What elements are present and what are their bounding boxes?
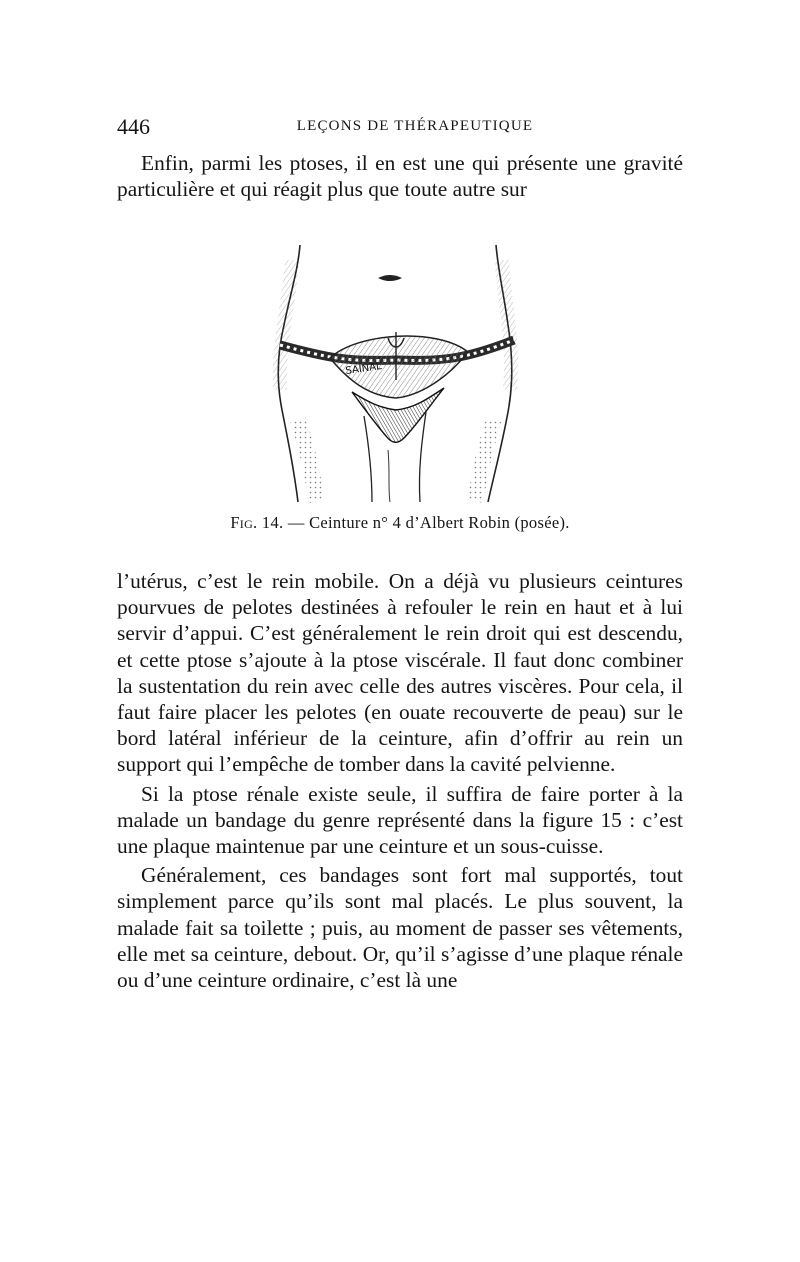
paragraph-3: Généralement, ces bandages sont fort mal supportés, tout simplement parce qu’ils sont mal placés. Le plus souvent, la malade fait sa toilette ; puis, au moment de passer ses vêtements, elle met sa ceinture, debout. Or, qu’il s’agisse d’une plaque rénale ou d’une ceinture ordinaire, c’est là une — [117, 863, 683, 993]
paragraph-2: Si la ptose rénale existe seule, il suffira de faire porter à la malade un bandage du genre représenté dans la figure 15 : c’est une plaque maintenue par une ceinture et un sous-cuisse. — [117, 781, 683, 859]
body-text — [117, 568, 683, 993]
paragraph-top: Enfin, parmi les ptoses, il en est une qui présente une gravité particulière et qui réagit plus que toute autre sur — [117, 151, 683, 202]
figure-caption — [117, 513, 683, 533]
figure-label: Fig. 14. — [230, 513, 284, 532]
page-number: 446 — [117, 114, 150, 139]
figure-caption-text: — Ceinture n° 4 d’Albert Robin (posée). — [287, 513, 570, 532]
top-text — [117, 150, 683, 202]
figure-illustration — [268, 240, 524, 512]
running-header — [117, 114, 683, 142]
svg-text:SAINAL: SAINAL — [344, 361, 383, 377]
paragraph-1: l’utérus, c’est le rein mobile. On a déjà vu plusieurs ceintures pourvues de pelotes destinées à refouler le rein en haut et à lui servir d’appui. C’est généralement le rein droit qui est descendu, et cette ptose s’ajoute à la ptose viscérale. Il faut donc combiner la sustentation du rein avec celle des autres viscères. Pour cela, il faut faire placer les pelotes (en ouate recouverte de peau) sur le bord latéral inférieur de la ceinture, afin d’offrir au rein un support qui l’empêche de tomber dans la cavité pelvienne. — [117, 569, 683, 777]
running-title: LEÇONS DE THÉRAPEUTIQUE — [296, 118, 534, 134]
